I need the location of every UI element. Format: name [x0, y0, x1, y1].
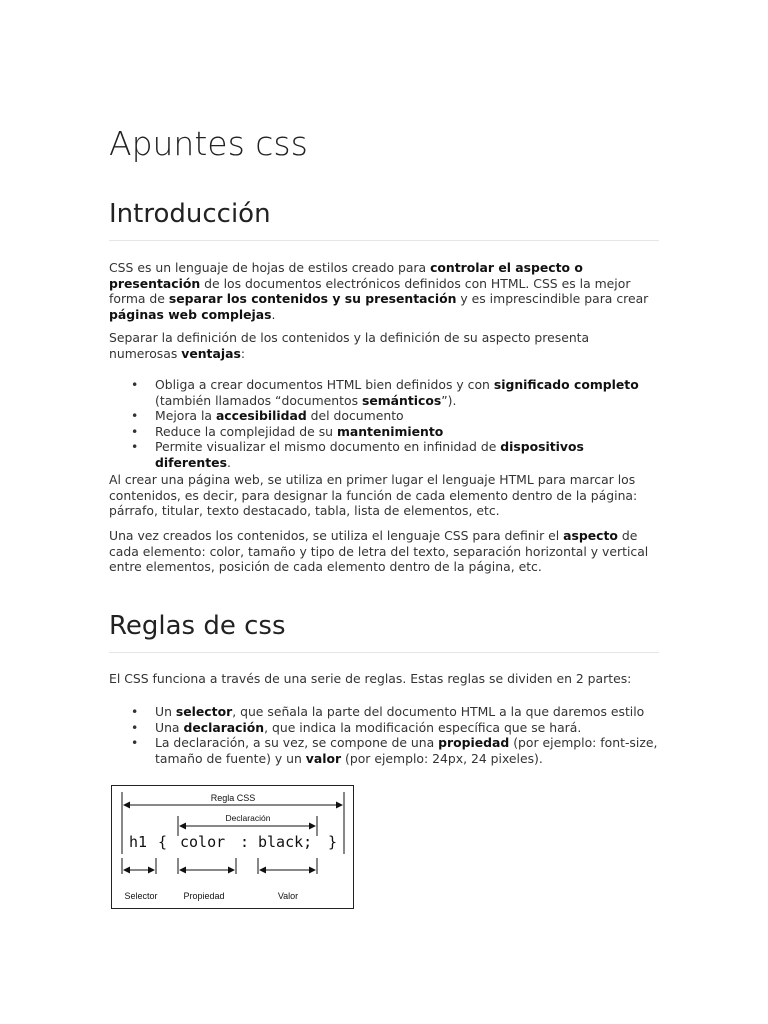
bullet-icon: • — [131, 423, 139, 439]
heading-reglas: Reglas de css — [109, 611, 286, 641]
list-item — [109, 720, 659, 736]
bullet-icon: • — [131, 735, 139, 750]
code-selector: h1 — [129, 833, 148, 851]
heading-divider — [109, 652, 659, 653]
item-bold: valor — [305, 750, 342, 766]
item-bold: semánticos — [361, 392, 442, 408]
item-text: , que indica la modificación específica que se hará. — [264, 719, 582, 735]
run-bold: separar los contenidos y su presentación — [168, 291, 457, 307]
intro-paragraph-3 — [109, 472, 659, 519]
heading-introduccion: Introducción — [109, 199, 271, 229]
list-item — [109, 704, 659, 720]
item-bold: mantenimiento — [336, 423, 444, 439]
list-item — [109, 408, 659, 424]
intro-paragraph-1 — [109, 260, 659, 322]
run-bold: controlar el aspecto o presentación — [109, 260, 583, 291]
list-item — [109, 735, 659, 766]
intro-paragraph-4 — [109, 528, 659, 575]
run-text: CSS es un lenguaje de hojas de estilos creado para — [109, 260, 431, 275]
bullet-icon: • — [131, 719, 139, 735]
run-text: Separar la definición de los contenidos y la definición de su aspecto presenta numerosas — [109, 330, 590, 361]
run-text: Al crear una página web, se utiliza en primer lugar el lenguaje HTML para marcar los contenidos, es decir, para designar la función de cada elemento dentro de la página: párrafo, titular, texto destacado, tabla, lista de elementos, etc. — [109, 472, 638, 519]
item-text: (por ejemplo: 24px, 24 pixeles). — [341, 750, 543, 766]
run-text: . — [271, 306, 276, 322]
bullet-icon: • — [131, 704, 139, 719]
selector-label: Selector — [124, 891, 158, 901]
item-text: del documento — [306, 408, 404, 423]
item-bold: significado completo — [493, 377, 639, 392]
run-text: Una vez creados los contenidos, se utiliza el lenguaje CSS para definir el — [109, 528, 564, 543]
run-text: : — [240, 345, 246, 361]
code-value: black; — [258, 833, 313, 851]
list-item — [109, 439, 659, 470]
code-close-brace: } — [328, 833, 338, 851]
page-title: Apuntes css — [109, 124, 308, 163]
rules-paragraph-1 — [109, 671, 659, 687]
intro-paragraph-2 — [109, 330, 659, 361]
code-property: color — [180, 833, 226, 851]
item-text: Reduce la complejidad de su — [155, 423, 337, 439]
item-bold: declaración — [183, 719, 265, 735]
item-text: , que señala la parte del documento HTML a la que daremos estilo — [232, 704, 645, 719]
code-colon: : — [240, 833, 250, 851]
item-bold: selector — [175, 704, 233, 719]
value-label: Valor — [277, 891, 299, 901]
item-text: Mejora la — [155, 408, 216, 423]
bullet-icon: • — [131, 408, 139, 423]
heading-divider — [109, 240, 659, 241]
rules-list — [109, 704, 659, 766]
run-text: y es imprescindible para crear — [456, 291, 649, 307]
item-text: La declaración, a su vez, se compone de una — [155, 735, 439, 750]
item-bold: propiedad — [438, 735, 510, 750]
item-text: Obliga a crear documentos HTML bien definidos y con — [155, 377, 494, 392]
run-bold: aspecto — [563, 528, 618, 543]
run-text: de cada elemento: color, tamaño y tipo de letra del texto, separación horizontal y vertical entre elementos, posición de cada elemento dentro de la página, etc. — [109, 528, 649, 575]
item-text: Un — [155, 704, 176, 719]
item-text: ”). — [441, 392, 457, 408]
rule-label: Regla CSS — [210, 793, 256, 803]
item-text: . — [226, 454, 231, 470]
bullet-icon: • — [131, 377, 139, 392]
item-text: Una — [155, 719, 184, 735]
advantages-list — [109, 377, 659, 470]
run-text: El CSS funciona a través de una serie de reglas. Estas reglas se dividen en 2 partes: — [109, 671, 632, 686]
declaration-label: Declaración — [225, 813, 271, 823]
item-bold: accesibilidad — [215, 408, 307, 423]
item-text: (también llamados “documentos — [155, 392, 362, 408]
run-bold: ventajas — [181, 345, 241, 361]
item-text: (por ejemplo: font-size, tamaño de fuente) y un — [155, 735, 658, 766]
run-bold: páginas web complejas — [109, 306, 272, 322]
item-bold: dispositivos diferentes — [155, 439, 584, 470]
code-open-brace: { — [158, 833, 168, 851]
item-text: Permite visualizar el mismo documento en infinidad de — [155, 439, 501, 454]
bullet-icon: • — [131, 439, 139, 454]
list-item — [109, 377, 659, 408]
css-rule-diagram-svg — [112, 786, 355, 910]
list-item — [109, 424, 659, 440]
run-text: de los documentos electrónicos definidos con HTML. CSS es la mejor forma de — [109, 275, 631, 307]
css-rule-diagram — [111, 785, 354, 909]
property-label: Propiedad — [183, 891, 225, 901]
